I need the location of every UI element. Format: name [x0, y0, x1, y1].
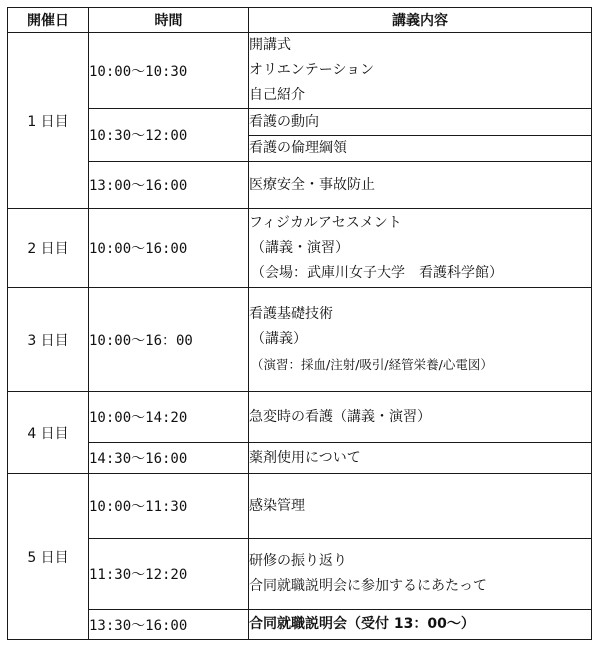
- content-line: 開講式: [249, 37, 291, 53]
- session-content: [249, 474, 592, 539]
- session-time: 10:00～10:30: [89, 33, 249, 109]
- session-time: 14:30～16:00: [89, 443, 249, 474]
- content-line: （会場：武庫川女子大学 看護科学館）: [251, 264, 503, 281]
- session-content: [249, 33, 592, 109]
- training-schedule-table: [7, 7, 592, 640]
- header-day: 開催日: [8, 8, 89, 33]
- session-time: 13:30～16:00: [89, 610, 249, 640]
- session-time: 11:30～12:20: [89, 539, 249, 610]
- table-row: [8, 443, 592, 474]
- table-row: [8, 610, 592, 640]
- content-line: 研修の振り返り: [249, 553, 347, 569]
- table-row: [8, 288, 592, 392]
- session-content: [249, 539, 592, 610]
- header-content: 講義内容: [249, 8, 592, 33]
- content-line: （講義・演習）: [251, 239, 349, 256]
- day-3-label: 3 日目: [8, 288, 89, 392]
- content-line: （講義）: [251, 331, 307, 347]
- content-line: 感染管理: [249, 497, 305, 514]
- content-line: 看護基礎技術: [249, 306, 333, 322]
- day-1-label: 1 日目: [8, 33, 89, 209]
- table-row: [8, 392, 592, 443]
- session-content: [249, 288, 592, 392]
- session-content: [249, 109, 592, 136]
- content-line: 合同就職説明会に参加するにあたって: [249, 578, 487, 594]
- header-row: [8, 8, 592, 33]
- content-line: 急変時の看護（講義・演習）: [249, 408, 431, 425]
- table-row: [8, 474, 592, 539]
- session-content: [249, 443, 592, 474]
- session-time: 10:00～16：00: [89, 288, 249, 392]
- session-time: 13:00～16:00: [89, 162, 249, 209]
- session-content: [249, 392, 592, 443]
- session-content: [249, 209, 592, 288]
- session-time: 10:30～12:00: [89, 109, 249, 162]
- table-row: [8, 539, 592, 610]
- session-time: 10:00～14:20: [89, 392, 249, 443]
- content-line: （演習：採血/注射/吸引/経管栄養/心電図）: [251, 357, 493, 372]
- session-content: [249, 136, 592, 162]
- content-line: フィジカルアセスメント: [249, 214, 402, 231]
- session-content: [249, 610, 592, 640]
- content-line: 看護の倫理綱領: [249, 140, 347, 156]
- content-line: 合同就職説明会（受付 13：00～）: [249, 616, 475, 632]
- session-content: [249, 162, 592, 209]
- content-line: 看護の動向: [249, 113, 319, 130]
- table-row: [8, 209, 592, 288]
- day-2-label: 2 日目: [8, 209, 89, 288]
- content-line: 自己紹介: [249, 87, 305, 103]
- table-row: [8, 162, 592, 209]
- session-time: 10:00～16:00: [89, 209, 249, 288]
- table-row: [8, 109, 592, 136]
- content-line: 医療安全・事故防止: [249, 176, 375, 193]
- header-time: 時間: [89, 8, 249, 33]
- session-time: 10:00～11:30: [89, 474, 249, 539]
- day-4-label: 4 日目: [8, 392, 89, 474]
- day-5-label: 5 日目: [8, 474, 89, 640]
- content-line: オリエンテーション: [249, 62, 375, 78]
- table-row: [8, 33, 592, 109]
- content-line: 薬剤使用について: [249, 449, 361, 466]
